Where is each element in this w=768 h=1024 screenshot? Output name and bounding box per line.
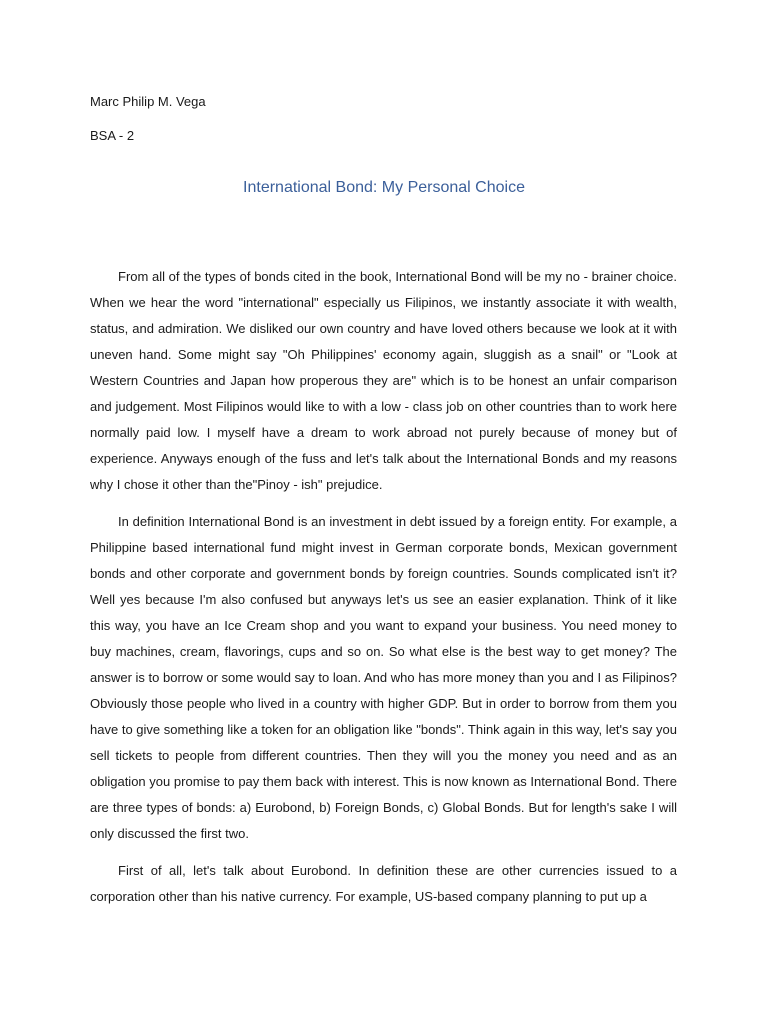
document-body [90, 264, 677, 921]
paragraph-eurobond: First of all, let's talk about Eurobond. In definition these are other currencies issued to a corporation other than his native currency. For example, US-based company planning to put up a [90, 863, 677, 904]
author-name: Marc Philip M. Vega [90, 94, 206, 109]
paragraph-intro: From all of the types of bonds cited in the book, International Bond will be my no - brainer choice. When we hear the word "international" especially us Filipinos, we instantly associate it with wealth, status, and admiration. We disliked our own country and have loved others because we look at it with uneven hand. Some might say "Oh Philippines' economy again, sluggish as a snail" or "Look at Western Countries and Japan how properous they are" which is to be honest an unfair comparison and judgement. Most Filipinos would like to with a low - class job on other countries than to work here normally paid low. I myself have a dream to work abroad not purely because of money but of experience. Anyways enough of the fuss and let's talk about the International Bonds and my reasons why I chose it other than the"Pinoy - ish" prejudice. [90, 269, 677, 492]
document-title: International Bond: My Personal Choice [243, 179, 525, 196]
course-label: BSA - 2 [90, 128, 135, 143]
paragraph-definition: In definition International Bond is an investment in debt issued by a foreign entity. For example, a Philippine based international fund might invest in German corporate bonds, Mexican government bonds and other corporate and government bonds by foreign countries. Sounds complicated isn't it? Well yes because I'm also confused but anyways let's us see an easier explanation. Think of it like this way, you have an Ice Cream shop and you want to expand your business. You need money to buy machines, cream, flavorings, cups and so on. So what else is the best way to get money? The answer is to borrow or some would say to loan. And who has more money than you and I as Filipinos? Obviously those people who lived in a country with higher GDP. But in order to borrow from them you have to give something like a token for an obligation like "bonds". Think again in this way, let's say you sell tickets to people from different countries. Then they will you the money you need and as an obligation you promise to pay them back with interest. This is now known as International Bond. There are three types of bonds: a) Eurobond, b) Foreign Bonds, c) Global Bonds. But for length's sake I will only discussed the first two. [90, 514, 677, 841]
